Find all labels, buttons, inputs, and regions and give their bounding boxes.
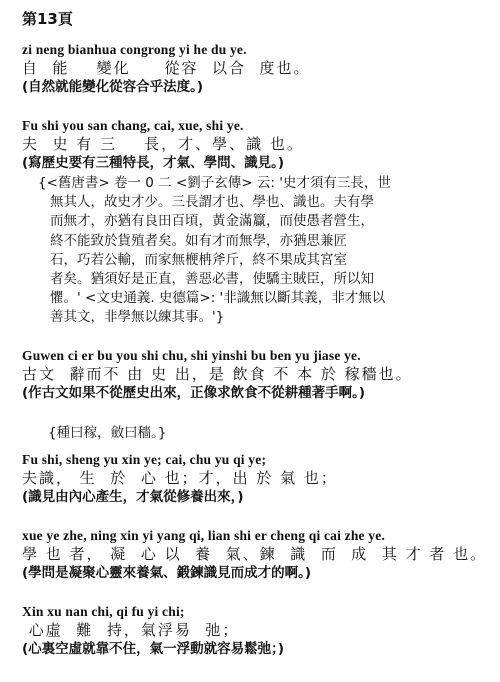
translation-line: (學問是凝聚心靈來養氣、鍛鍊識見而成才的啊。) bbox=[22, 565, 312, 581]
note-line: 石，巧若公輸，而家無楩柟斧斤，終不果成其宮室 bbox=[50, 251, 347, 268]
translation-line: (識見由內心產生，才氣從修養出來，) bbox=[22, 489, 244, 505]
pinyin-line: Fu shi, sheng yu xin ye; cai, chu yu qi ye; bbox=[22, 452, 267, 467]
translation-line: (寫歷史要有三種特長，才氣、學問、識見。) bbox=[22, 155, 285, 171]
pinyin-line: zi neng bianhua congrong yi he du ye. bbox=[22, 42, 247, 57]
annotation-note bbox=[38, 174, 483, 328]
chinese-text-line: 夫 史 有 三 長，才、學、識 也。 bbox=[22, 135, 304, 153]
passage-section-1 bbox=[22, 42, 492, 97]
pinyin-line: Xin xu nan chi, qi fu yi chi; bbox=[22, 604, 185, 619]
translation-line: (自然就能變化從容合乎法度。) bbox=[22, 79, 204, 95]
chinese-text-line: 夫識， 生 於 心 也；才，出 於 氣 也； bbox=[22, 469, 338, 487]
translation-line: (作古文如果不從歷史出來，正像求飲食不從耕種著手啊。) bbox=[22, 385, 366, 401]
note-line: {<舊唐書> 卷一 0 二 <劉子玄傳> 云: '史才須有三長，世 bbox=[38, 175, 391, 191]
translation-line: (心裏空虛就靠不住，氣一浮動就容易鬆弛；) bbox=[22, 641, 285, 657]
passage-section-6 bbox=[22, 604, 492, 659]
passage-section-4 bbox=[22, 452, 492, 507]
note-line: 而無才，亦猶有良田百頃，黃金滿籯，而使愚者營生， bbox=[50, 213, 374, 230]
pinyin-line: xue ye zhe, ning xin yi yang qi, lian shi er cheng qi cai zhe ye. bbox=[22, 528, 386, 543]
passage-section-2 bbox=[22, 118, 492, 173]
chinese-text-line: 學 也 者， 凝 心 以 養 氣、鍊 識 而 成 其 才 者 也。 bbox=[22, 545, 488, 563]
passage-section-3 bbox=[22, 348, 492, 403]
chinese-text-line: 自 能 變化 從容 以合 度也。 bbox=[22, 59, 311, 77]
chinese-text-line: 古文 辭而不 由 史 出，是 飲食 不 本 於 稼穡也。 bbox=[22, 365, 413, 383]
pinyin-line: Fu shi you san chang, cai, xue, shi ye. bbox=[22, 118, 244, 133]
passage-section-5 bbox=[22, 528, 492, 583]
note-line: 者矣。猶須好是正直，善惡必書，使驕主賊臣，所以知 bbox=[50, 271, 374, 288]
pinyin-line: Guwen ci er bu you shi chu, shi yinshi bu ben yu jiase ye. bbox=[22, 348, 361, 363]
annotation-note bbox=[48, 424, 493, 443]
note-line: 懼。' <文史通義. 史德篇>: '非識無以斷其義，非才無以 bbox=[50, 290, 386, 307]
note-line: {種曰稼，斂曰穡。} bbox=[48, 425, 167, 441]
chinese-text-line: 心虛 難 持，氣浮易 弛； bbox=[22, 621, 240, 639]
page-number: 第13頁 bbox=[22, 10, 73, 28]
note-line: 善其文，非學無以練其事。'} bbox=[50, 309, 225, 326]
note-line: 無其人，故史才少。三長謂才也、學也、識也。夫有學 bbox=[50, 194, 374, 211]
note-line: 終不能致於貨殖者矣。如有才而無學，亦猶思兼匠 bbox=[50, 232, 347, 249]
